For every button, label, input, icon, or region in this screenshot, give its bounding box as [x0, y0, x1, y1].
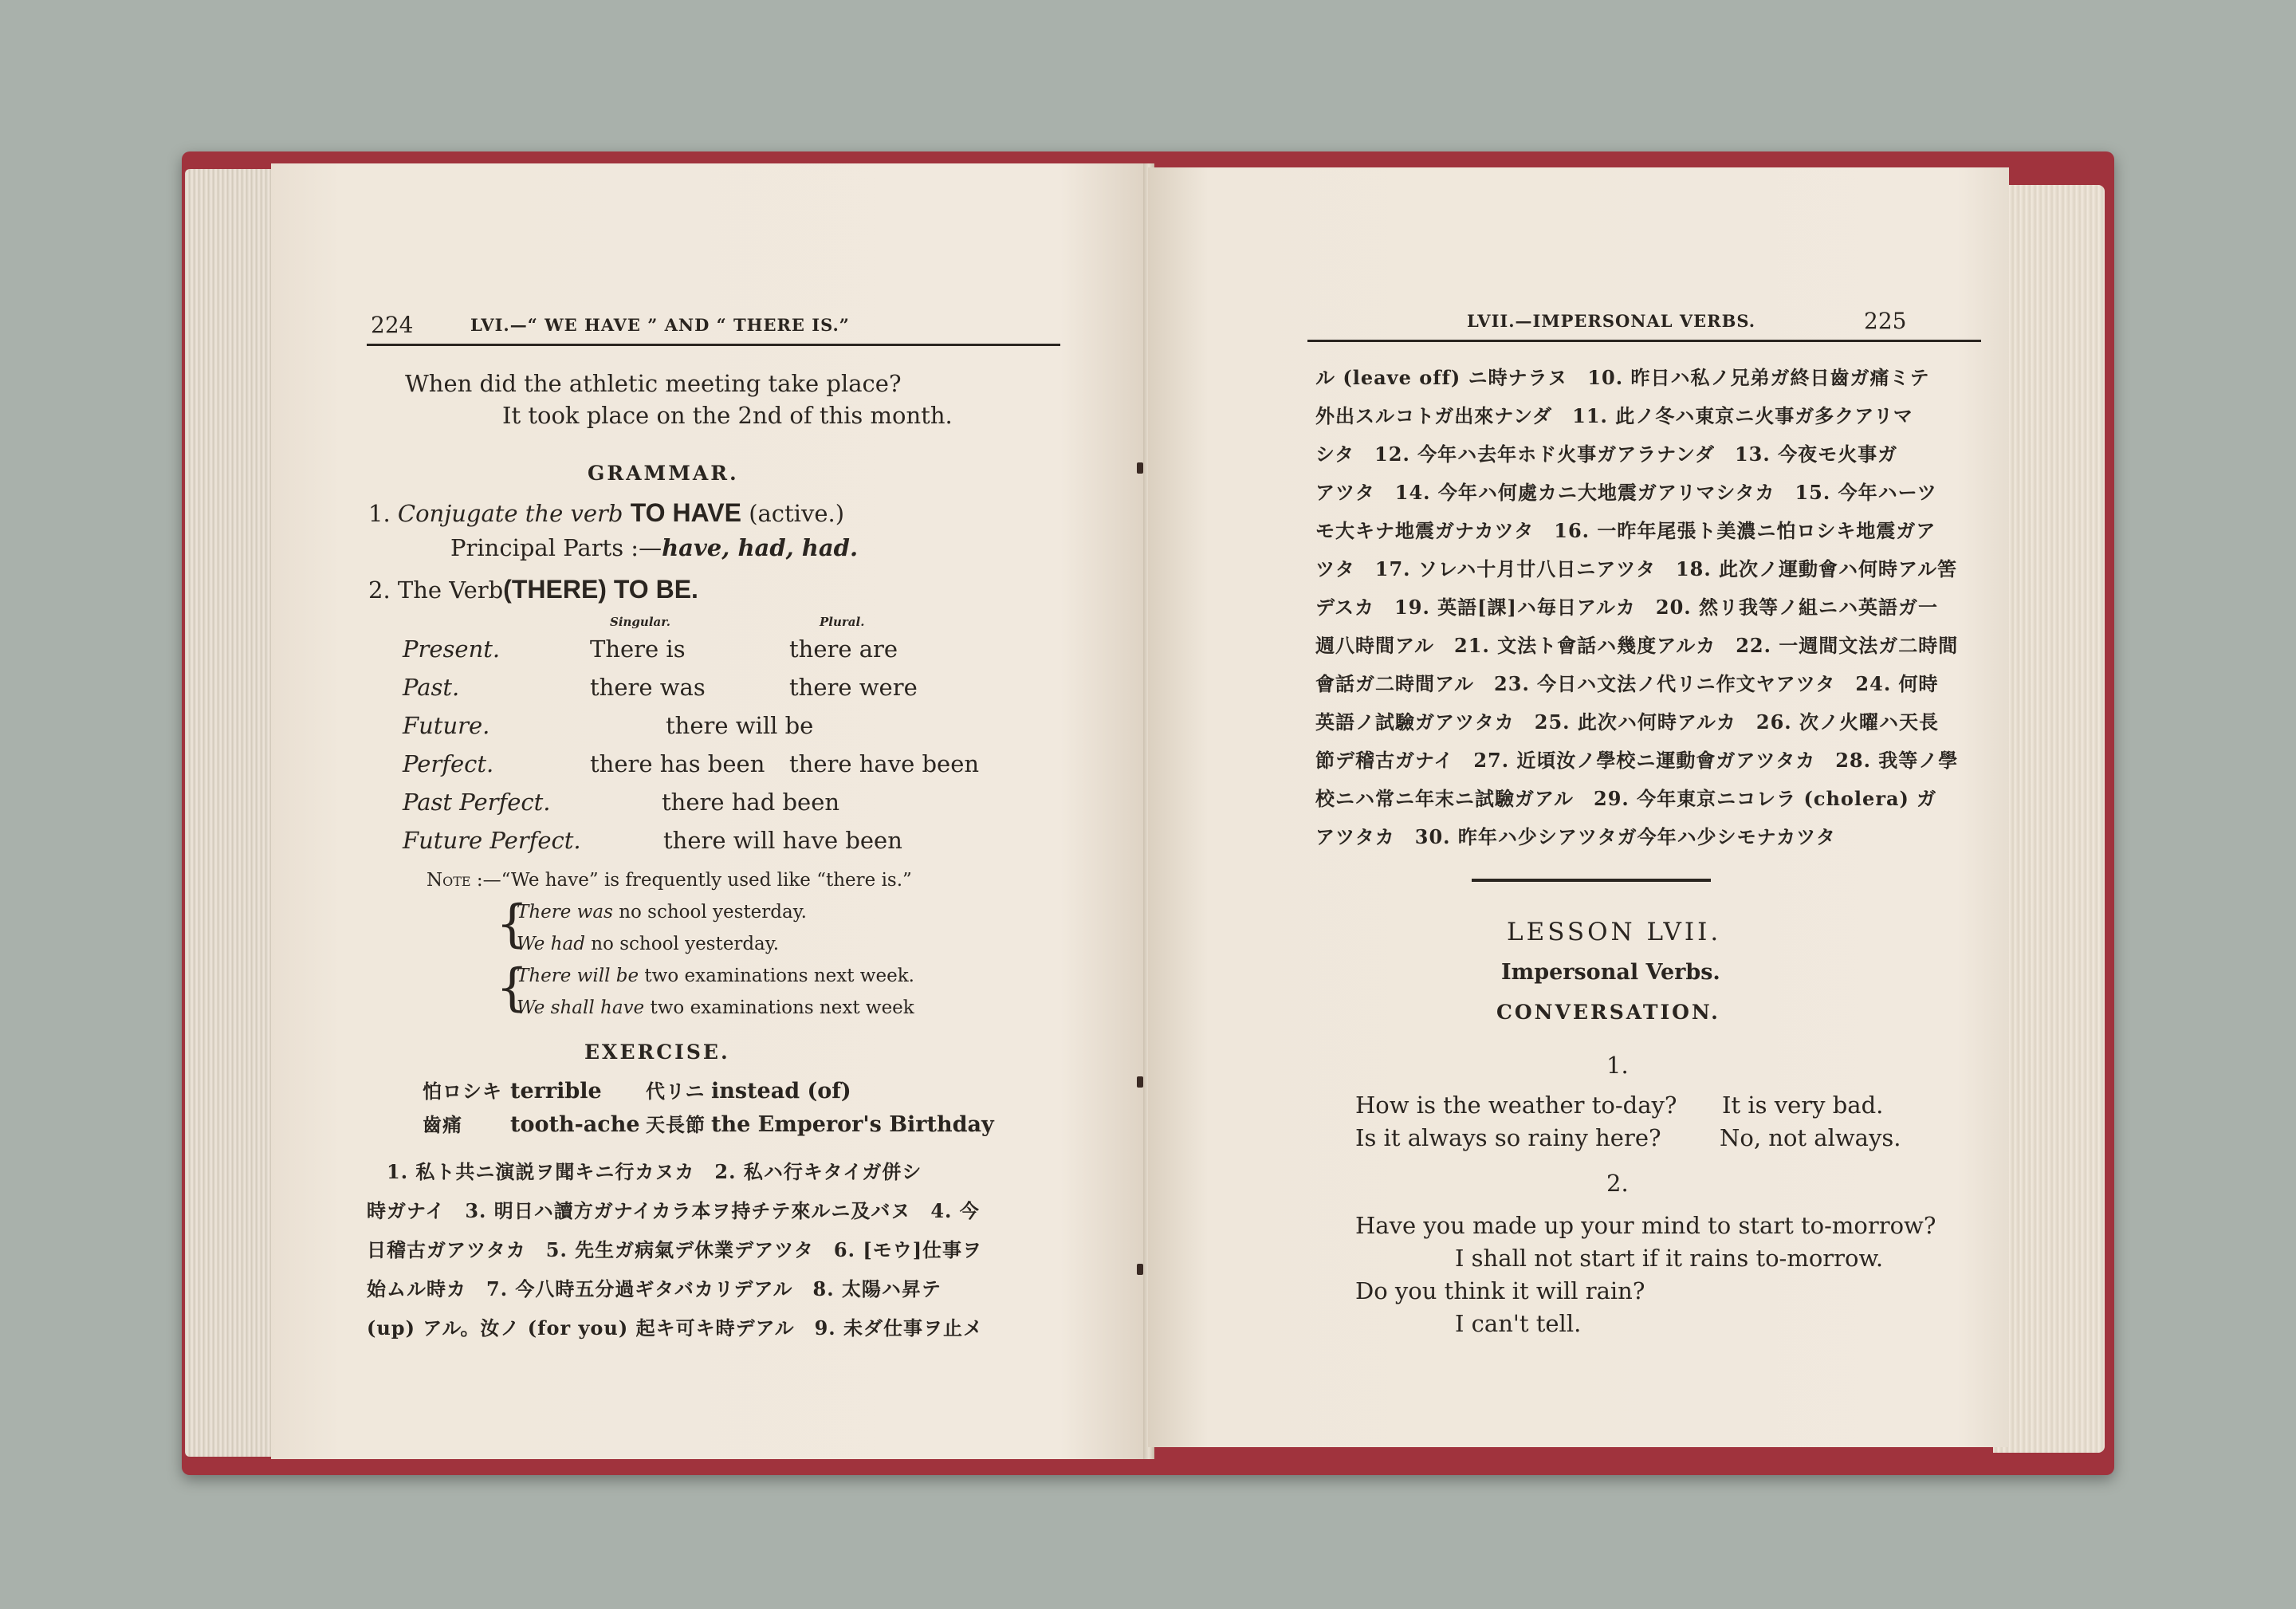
combined-form: there had been — [662, 789, 840, 816]
vocab-jp: 怕ロシキ — [423, 1080, 502, 1103]
plural-form: there are — [789, 635, 898, 663]
plural-form: there have been — [789, 750, 980, 777]
exercise-line: 會話ガ二時間アル 23. 今日ハ文法ノ代リニ作文ヤアツタ 24. 何時 — [1315, 672, 1939, 695]
binding-stitch — [1137, 462, 1143, 474]
section-rule — [1472, 879, 1711, 882]
conversation-line: I shall not start if it rains to-morrow. — [1455, 1245, 1884, 1272]
conversation-line: Have you made up your mind to start to-morrow? — [1355, 1212, 1936, 1239]
vocab-jp: 齒痛 — [423, 1113, 462, 1136]
exercise-line: 節デ稽古ガナイ 27. 近頃汝ノ學校ニ運動會ガアツタカ 28. 我等ノ學 — [1315, 749, 1959, 772]
note — [427, 871, 912, 890]
page-edges-right — [1993, 185, 2105, 1453]
exercise-line: モ大キナ地震ガナカツタ 16. 一昨年尾張ト美濃ニ怕ロシキ地震ガア — [1315, 519, 1936, 542]
conversation-answer: No, not always. — [1720, 1124, 1901, 1151]
lesson-title: LESSON LVII. — [1507, 918, 1722, 946]
item-tail: (active.) — [749, 500, 845, 527]
tense-label: Past Perfect. — [403, 789, 551, 816]
vocab-en: terrible — [510, 1079, 602, 1103]
running-title: LVI.—“ WE HAVE ” AND “ THERE IS.” — [470, 315, 850, 335]
exercise-line: 外出スルコトガ出來ナンダ 11. 此ノ冬ハ東京ニ火事ガ多クアリマ — [1315, 404, 1913, 427]
exercise-line: シタ 12. 今年ハ去年ホド火事ガアラナンダ 13. 今夜モ火事ガ — [1315, 443, 1898, 466]
singular-form: there was — [590, 674, 706, 701]
example-line: There will be two examinations next week. — [517, 966, 914, 986]
col-singular: Singular. — [610, 615, 670, 629]
plural-form: there were — [789, 674, 918, 701]
exercise-line: ル (leave off) ニ時ナラヌ 10. 昨日ハ私ノ兄弟ガ終日齒ガ痛ミテ — [1315, 366, 1930, 389]
exercise-line: (up) アル。汝ノ (for you) 起キ可キ時デアル 9. 未ダ仕事ヲ止メ — [367, 1316, 984, 1340]
item-text: The Verb — [397, 576, 504, 604]
exercise-line: 日稽古ガアツタカ 5. 先生ガ病氣デ休業デアツタ 6. [モウ]仕事ヲ — [367, 1238, 983, 1261]
exercise-heading: EXERCISE. — [584, 1041, 730, 1064]
exercise-line: アツタカ 30. 昨年ハ少シアツタガ今年ハ少シモナカツタ — [1315, 825, 1836, 848]
binding-stitch — [1137, 1076, 1143, 1088]
principal-label: Principal Parts :— — [450, 534, 662, 561]
note-text: “We have” is frequently used like “there is.” — [501, 870, 912, 891]
conversation-answer: It is very bad. — [1722, 1092, 1884, 1119]
example-line: There was no school yesterday. — [517, 902, 807, 923]
col-plural: Plural. — [820, 615, 865, 629]
example-line: We had no school yesterday. — [517, 934, 780, 954]
grammar-item-1 — [368, 500, 844, 525]
conversation-line: I can't tell. — [1455, 1310, 1582, 1337]
tense-label: Past. — [403, 674, 460, 701]
section-number: 1. — [1606, 1052, 1629, 1079]
vocab-jp: 天長節 — [646, 1113, 706, 1136]
exercise-line: 1. 私ト共ニ演説ヲ聞キニ行カヌカ 2. 私ハ行キタイガ併シ — [387, 1160, 922, 1183]
conversation-heading: CONVERSATION. — [1496, 1001, 1720, 1024]
vocab-en: the Emperor's Birthday — [711, 1112, 994, 1137]
intro-question: When did the athletic meeting take place? — [405, 370, 902, 397]
page-number: 225 — [1864, 308, 1907, 334]
conversation-line: Do you think it will rain? — [1355, 1277, 1645, 1304]
page-edges-left — [185, 169, 281, 1457]
exercise-line: 時ガナイ 3. 明日ハ讀方ガナイカラ本ヲ持チテ來ルニ及バヌ 4. 今 — [367, 1199, 980, 1222]
brace-left: { — [496, 958, 529, 1017]
exercise-line: ツタ 17. ソレハ十月廿八日ニアツタ 18. 此次ノ運動會ハ何時アル筈 — [1315, 557, 1958, 580]
vocab-en: tooth-ache — [510, 1112, 640, 1137]
binding-stitch — [1137, 1264, 1143, 1275]
item-text: Conjugate the verb — [397, 500, 623, 527]
exercise-line: 英語ノ試驗ガアツタカ 25. 此次ハ何時アルカ 26. 次ノ火曜ハ天長 — [1315, 710, 1940, 734]
running-title: LVII.—IMPERSONAL VERBS. — [1467, 311, 1756, 331]
brace-left: { — [496, 895, 529, 954]
exercise-line: 週八時間アル 21. 文法ト會話ハ幾度アルカ 22. 一週間文法ガ二時間 — [1315, 634, 1959, 657]
item-verb: TO HAVE — [630, 498, 741, 527]
conversation-question: How is the weather to-day? — [1355, 1092, 1677, 1119]
item-number: 1. — [368, 500, 391, 527]
header-rule — [367, 344, 1060, 346]
combined-form: there will have been — [663, 827, 902, 854]
vocab-en: instead (of) — [711, 1079, 851, 1103]
combined-form: there will be — [666, 712, 814, 739]
example-line: We shall have two examinations next week — [517, 997, 914, 1018]
tense-label: Perfect. — [403, 750, 494, 777]
exercise-line: アツタ 14. 今年ハ何處カニ大地震ガアリマシタカ 15. 今年ハーツ — [1315, 481, 1937, 504]
intro-answer: It took place on the 2nd of this month. — [502, 402, 953, 429]
singular-form: There is — [590, 635, 686, 663]
grammar-heading: GRAMMAR. — [588, 462, 739, 485]
tense-label: Future Perfect. — [403, 827, 581, 854]
lesson-subtitle: Impersonal Verbs. — [1501, 960, 1720, 985]
exercise-line: デスカ 19. 英語[課]ハ毎日アルカ 20. 然リ我等ノ組ニハ英語ガ一 — [1315, 596, 1939, 619]
grammar-item-2 — [368, 576, 698, 602]
tense-label: Future. — [403, 712, 490, 739]
item-number: 2. — [368, 576, 391, 604]
page-number: 224 — [371, 312, 414, 338]
header-rule — [1307, 340, 1981, 342]
tense-label: Present. — [403, 635, 501, 663]
principal-parts — [450, 534, 859, 561]
conversation-question: Is it always so rainy here? — [1355, 1124, 1661, 1151]
vocab-jp: 代リニ — [646, 1080, 706, 1103]
right-page — [1148, 167, 2009, 1447]
exercise-line: 始ムル時カ 7. 今八時五分過ギタバカリデアル 8. 太陽ハ昇テ — [367, 1277, 942, 1300]
exercise-line: 校ニハ常ニ年末ニ試驗ガアル 29. 今年東京ニコレラ (cholera) ガ — [1315, 787, 1937, 810]
singular-form: there has been — [590, 750, 765, 777]
left-page — [271, 163, 1148, 1459]
principal-forms: have, had, had. — [662, 534, 859, 561]
section-number: 2. — [1606, 1170, 1629, 1197]
note-label: Note :— — [427, 870, 501, 891]
item-verb: (THERE) TO BE. — [503, 575, 698, 604]
